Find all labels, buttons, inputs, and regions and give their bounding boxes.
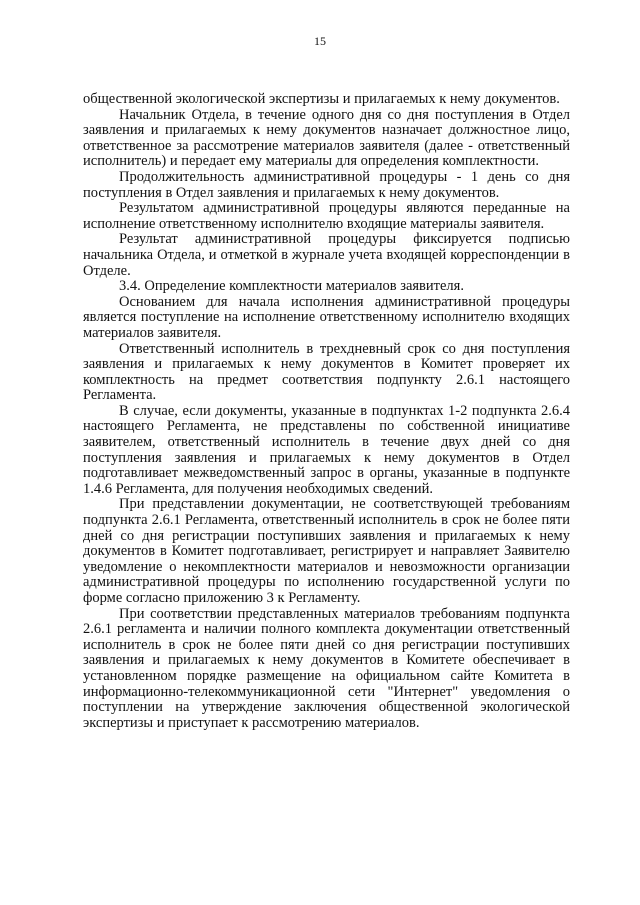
section-heading: 3.4. Определение комплектности материалов заявителя. [119, 278, 464, 295]
paragraph: Результат административной процедуры фиксируется подписью начальника Отдела, и отметкой в журнале учета входящей корреспонденции в Отделе. [83, 231, 570, 279]
paragraph: Основанием для начала исполнения административной процедуры является поступление на исполнение ответственному исполнителю входящих материалов заявителя. [83, 293, 570, 341]
paragraph: При соответствии представленных материалов требованиям подпункта 2.6.1 регламента и наличии полного комплекта документации ответственный исполнитель в срок не более пяти дней со дня регистрации поступивших заявления и прилагаемых к нему документов в Комитете обеспечивает в установленном порядке размещение на официальном сайте Комитета в информационно-телекоммуникационной сети "Интернет" уведомления о поступлении на утверждение заключения общественной экологической экспертизы и приступает к рассмотрению материалов. [83, 605, 570, 731]
paragraph: Результатом административной процедуры являются переданные на исполнение ответственному исполнителю входящие материалы заявителя. [83, 200, 570, 232]
page-number: 15 [314, 34, 326, 48]
paragraph: Продолжительность административной процедуры - 1 день со дня поступления в Отдел заявления и прилагаемых к нему документов. [83, 168, 570, 201]
paragraph: В случае, если документы, указанные в подпунктах 1-2 подпункта 2.6.4 настоящего Регламента, не представлены по собственной инициативе заявителем, ответственный исполнитель в течение двух дней со дня поступления заявления и прилагаемых к нему документов в Отдел подготавливает межведомственный запрос в органы, указанные в подпункте 1.4.6 Регламента, для получения необходимых сведений. [83, 402, 570, 497]
paragraph: общественной экологической экспертизы и прилагаемых к нему документов. [83, 91, 560, 107]
paragraph: При представлении документации, не соответствующей требованиям подпункта 2.6.1 Регламента, ответственный исполнитель в срок не более пяти дней со дня регистрации поступивших заявления и прилагаемых к нему документов в Комитет подготавливает, регистрирует и направляет Заявителю уведомление о некомплектности материалов и невозможности организации административной процедуры по исполнению государственной услуги по форме согласно приложению 3 к Регламенту. [83, 496, 570, 606]
paragraph: Начальник Отдела, в течение одного дня со дня поступления в Отдел заявления и прилагаемых к нему документов назначает должностное лицо, ответственное за рассмотрение материалов заявителя (далее - ответственный исполнитель) и передает ему материалы для определения комплектности. [83, 106, 570, 170]
paragraph: Ответственный исполнитель в трехдневный срок со дня поступления заявления и прилагаемых к нему документов в Комитет проверяет их комплектность на предмет соответствия подпункту 2.6.1 настоящего Регламента. [83, 340, 570, 404]
document-body [83, 92, 570, 731]
